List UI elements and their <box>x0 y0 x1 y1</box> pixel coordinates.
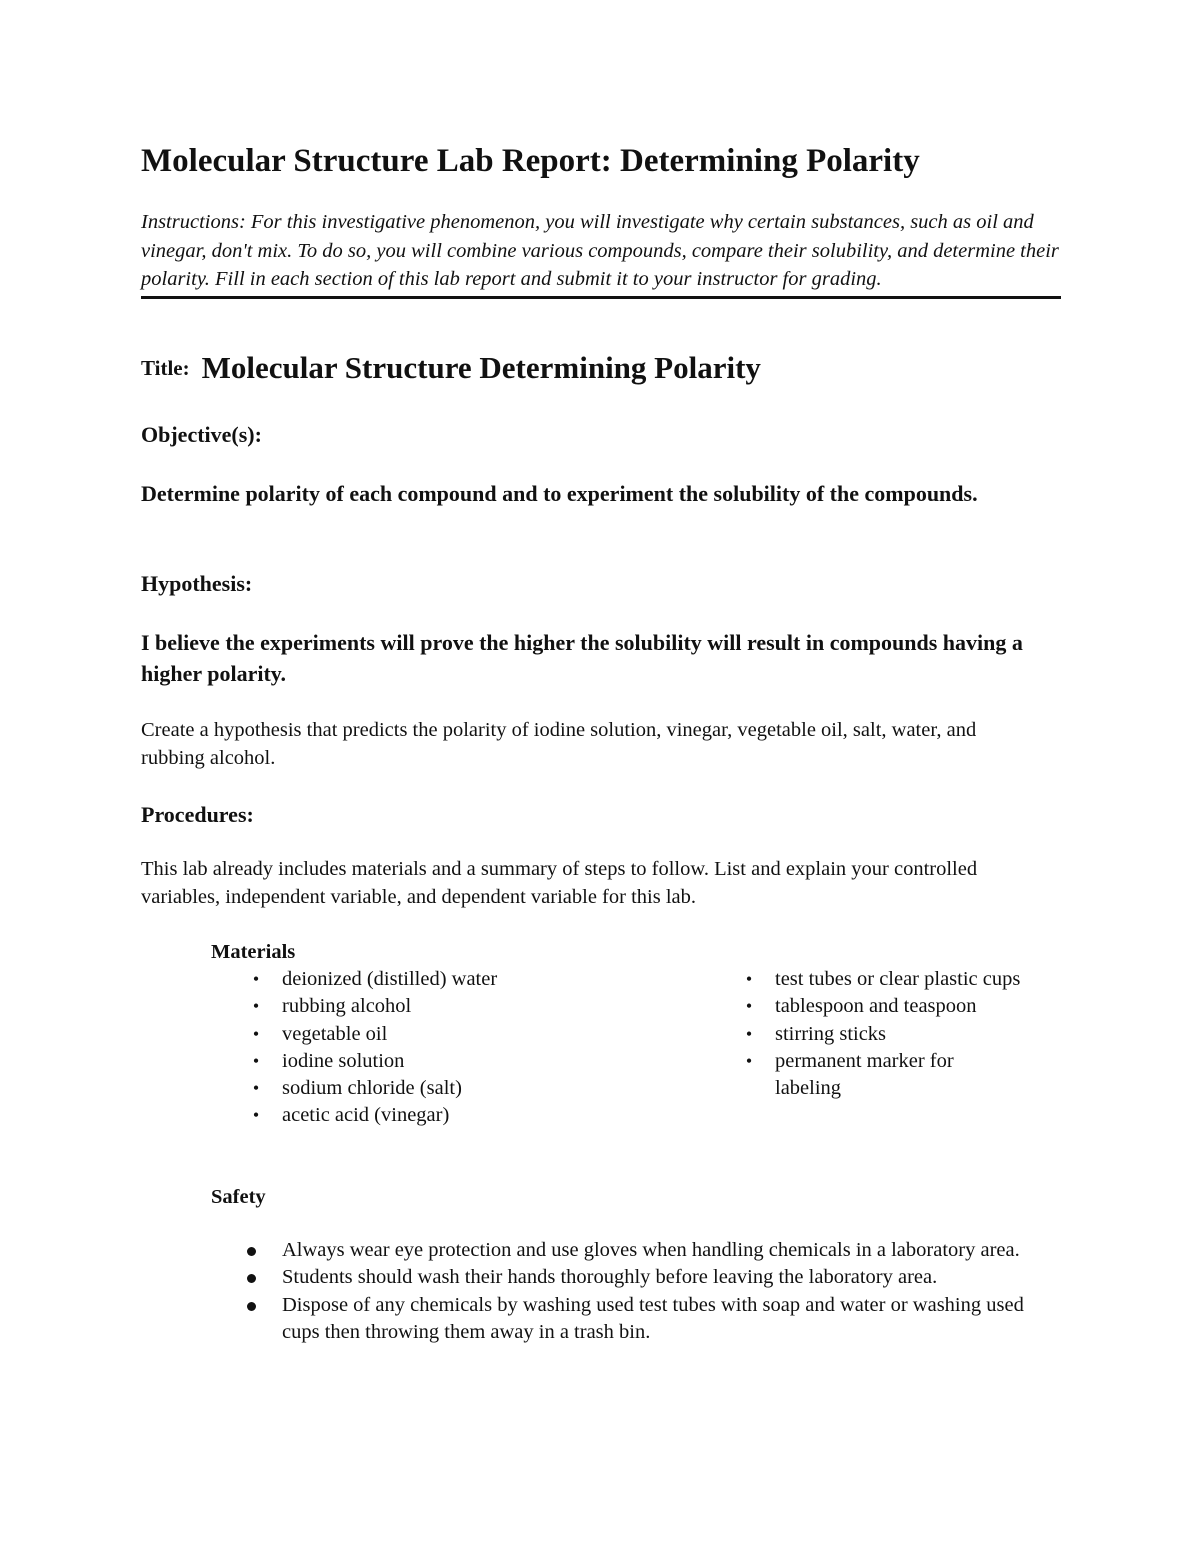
list-item: Students should wash their hands thoroughly before leaving the laboratory area. <box>245 1264 1045 1291</box>
document-title: Molecular Structure Lab Report: Determining Polarity <box>141 143 920 179</box>
bullet-icon: • <box>252 1050 260 1071</box>
bullet-icon: • <box>252 1078 260 1099</box>
materials-list-right <box>739 966 1069 1102</box>
instructions-text: Instructions: For this investigative phenomenon, you will investigate why certain substances, such as oil and vinegar, don't mix. To do so, you will combine various compounds, compare their solubility, and determine their polarity. Fill in each section of this lab report and submit it to your instructor for grading. <box>141 208 1061 299</box>
list-item: • test tubes or clear plastic cups <box>739 966 1069 993</box>
list-item: Dispose of any chemicals by washing used test tubes with soap and water or washing used cups then throwing them away in a trash bin. <box>245 1292 1045 1347</box>
materials-heading: Materials <box>211 941 296 963</box>
bullet-icon <box>247 1247 256 1256</box>
safety-list <box>245 1237 1045 1346</box>
list-item: • permanent marker for labeling <box>739 1048 1015 1103</box>
procedures-text: This lab already includes materials and a summary of steps to follow. List and explain your controlled variables, independent variable, and dependent variable for this lab. <box>141 858 978 908</box>
objective-heading: Objective(s): <box>141 422 262 447</box>
materials-list-left <box>246 966 686 1130</box>
bullet-icon: • <box>745 969 753 989</box>
report-title: Molecular Structure Determining Polarity <box>201 350 761 385</box>
list-item: • sodium chloride (salt) <box>246 1075 686 1102</box>
bullet-icon <box>247 1274 256 1283</box>
hypothesis-heading: Hypothesis: <box>141 571 253 596</box>
report-title-line <box>141 350 761 386</box>
bullet-icon <box>247 1302 256 1311</box>
hypothesis-answer: I believe the experiments will prove the higher the solubility will result in compounds having a higher polarity. <box>141 630 1023 686</box>
list-item: • tablespoon and teaspoon <box>739 993 1069 1020</box>
bullet-icon: • <box>252 996 260 1017</box>
bullet-icon: • <box>252 1023 260 1044</box>
list-item: • vegetable oil <box>246 1021 686 1048</box>
list-item: • rubbing alcohol <box>246 993 686 1020</box>
title-label: Title: <box>141 355 190 380</box>
list-item: Always wear eye protection and use gloves when handling chemicals in a laboratory area. <box>245 1237 1045 1264</box>
safety-heading: Safety <box>211 1186 266 1208</box>
objective-answer: Determine polarity of each compound and to experiment the solubility of the compounds. <box>141 481 978 506</box>
bullet-icon: • <box>745 1050 753 1071</box>
procedures-heading: Procedures: <box>141 802 254 827</box>
list-item: • iodine solution <box>246 1048 686 1075</box>
bullet-icon: • <box>745 996 753 1017</box>
hypothesis-prompt: Create a hypothesis that predicts the polarity of iodine solution, vinegar, vegetable oil, salt, water, and rubbing alcohol. <box>141 719 977 769</box>
list-item: • acetic acid (vinegar) <box>246 1102 686 1129</box>
list-item: • stirring sticks <box>739 1021 1069 1048</box>
list-item: • deionized (distilled) water <box>246 966 686 993</box>
bullet-icon: • <box>252 969 260 989</box>
bullet-icon: • <box>252 1105 260 1126</box>
bullet-icon: • <box>745 1023 753 1044</box>
